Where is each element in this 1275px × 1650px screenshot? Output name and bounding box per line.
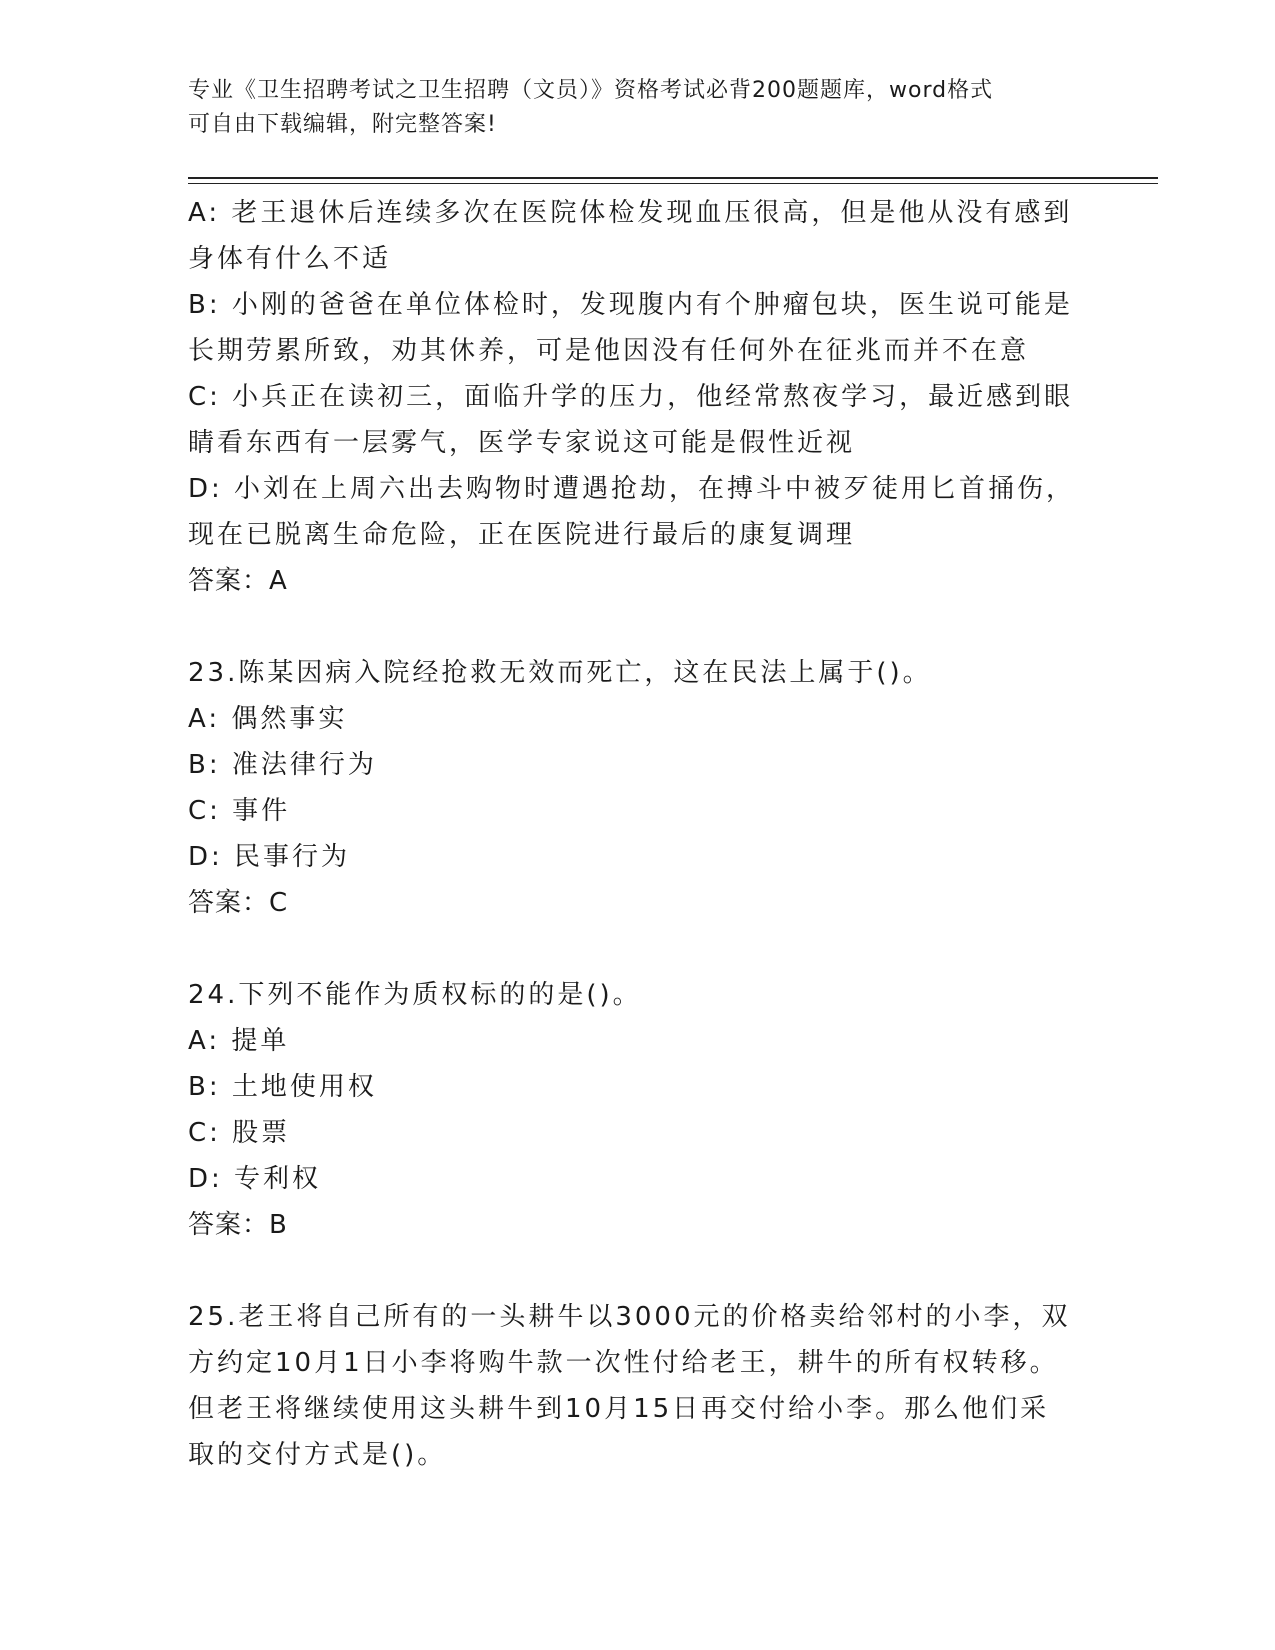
q25-question-line-2: 方约定10月1日小李将购牛款一次性付给老王，耕牛的所有权转移。 bbox=[188, 1348, 1059, 1378]
question-spacer bbox=[188, 604, 1088, 650]
q22-option-c-line-1: C: 小兵正在读初三，面临升学的压力，他经常熬夜学习，最近感到眼 bbox=[188, 382, 1074, 412]
q23-answer: 答案：C bbox=[188, 888, 289, 918]
question-24-block bbox=[188, 972, 1088, 1248]
q24-answer: 答案：B bbox=[188, 1210, 288, 1240]
question-22-block bbox=[188, 190, 1088, 604]
header-title-line-1: 专业《卫生招聘考试之卫生招聘（文员）》资格考试必背200题题库，word格式 bbox=[188, 78, 994, 103]
q23-option-a: A: 偶然事实 bbox=[188, 704, 348, 734]
q22-option-b-line-2: 长期劳累所致，劝其休养，可是他因没有任何外在征兆而并不在意 bbox=[188, 336, 1030, 366]
q22-option-d-line-2: 现在已脱离生命危险，正在医院进行最后的康复调理 bbox=[188, 520, 856, 550]
question-spacer bbox=[188, 926, 1088, 972]
q22-option-b-line-1: B: 小刚的爸爸在单位体检时，发现腹内有个肿瘤包块，医生说可能是 bbox=[188, 290, 1073, 320]
header-divider-thin bbox=[188, 183, 1158, 184]
q23-option-b: B: 准法律行为 bbox=[188, 750, 377, 780]
q23-option-c: C: 事件 bbox=[188, 796, 291, 826]
question-spacer bbox=[188, 1248, 1088, 1294]
q24-option-a: A: 提单 bbox=[188, 1026, 290, 1056]
q24-question: 24.下列不能作为质权标的的是()。 bbox=[188, 980, 642, 1010]
q25-question-line-4: 取的交付方式是()。 bbox=[188, 1440, 447, 1470]
question-23-block bbox=[188, 650, 1088, 926]
header-title-line-2: 可自由下载编辑，附完整答案! bbox=[188, 112, 497, 137]
question-25-block bbox=[188, 1294, 1088, 1478]
q22-answer: 答案：A bbox=[188, 566, 288, 596]
q23-question: 23.陈某因病入院经抢救无效而死亡，这在民法上属于()。 bbox=[188, 658, 932, 688]
question-content bbox=[188, 190, 1088, 1478]
q25-question-line-3: 但老王将继续使用这头耕牛到10月15日再交付给小李。那么他们采 bbox=[188, 1394, 1050, 1424]
q25-question-line-1: 25.老王将自己所有的一头耕牛以3000元的价格卖给邻村的小李，双 bbox=[188, 1302, 1071, 1332]
q22-option-d-line-1: D: 小刘在上周六出去购物时遭遇抢劫，在搏斗中被歹徒用匕首捅伤， bbox=[188, 474, 1076, 504]
q23-option-d: D: 民事行为 bbox=[188, 842, 351, 872]
header-divider-thick bbox=[188, 177, 1158, 179]
document-header bbox=[188, 74, 1088, 142]
q22-option-c-line-2: 睛看东西有一层雾气，医学专家说这可能是假性近视 bbox=[188, 428, 856, 458]
q22-option-a-line-2: 身体有什么不适 bbox=[188, 244, 392, 274]
q24-option-c: C: 股票 bbox=[188, 1118, 291, 1148]
q22-option-a-line-1: A: 老王退休后连续多次在医院体检发现血压很高，但是他从没有感到 bbox=[188, 198, 1073, 228]
q24-option-d: D: 专利权 bbox=[188, 1164, 322, 1194]
q24-option-b: B: 土地使用权 bbox=[188, 1072, 377, 1102]
